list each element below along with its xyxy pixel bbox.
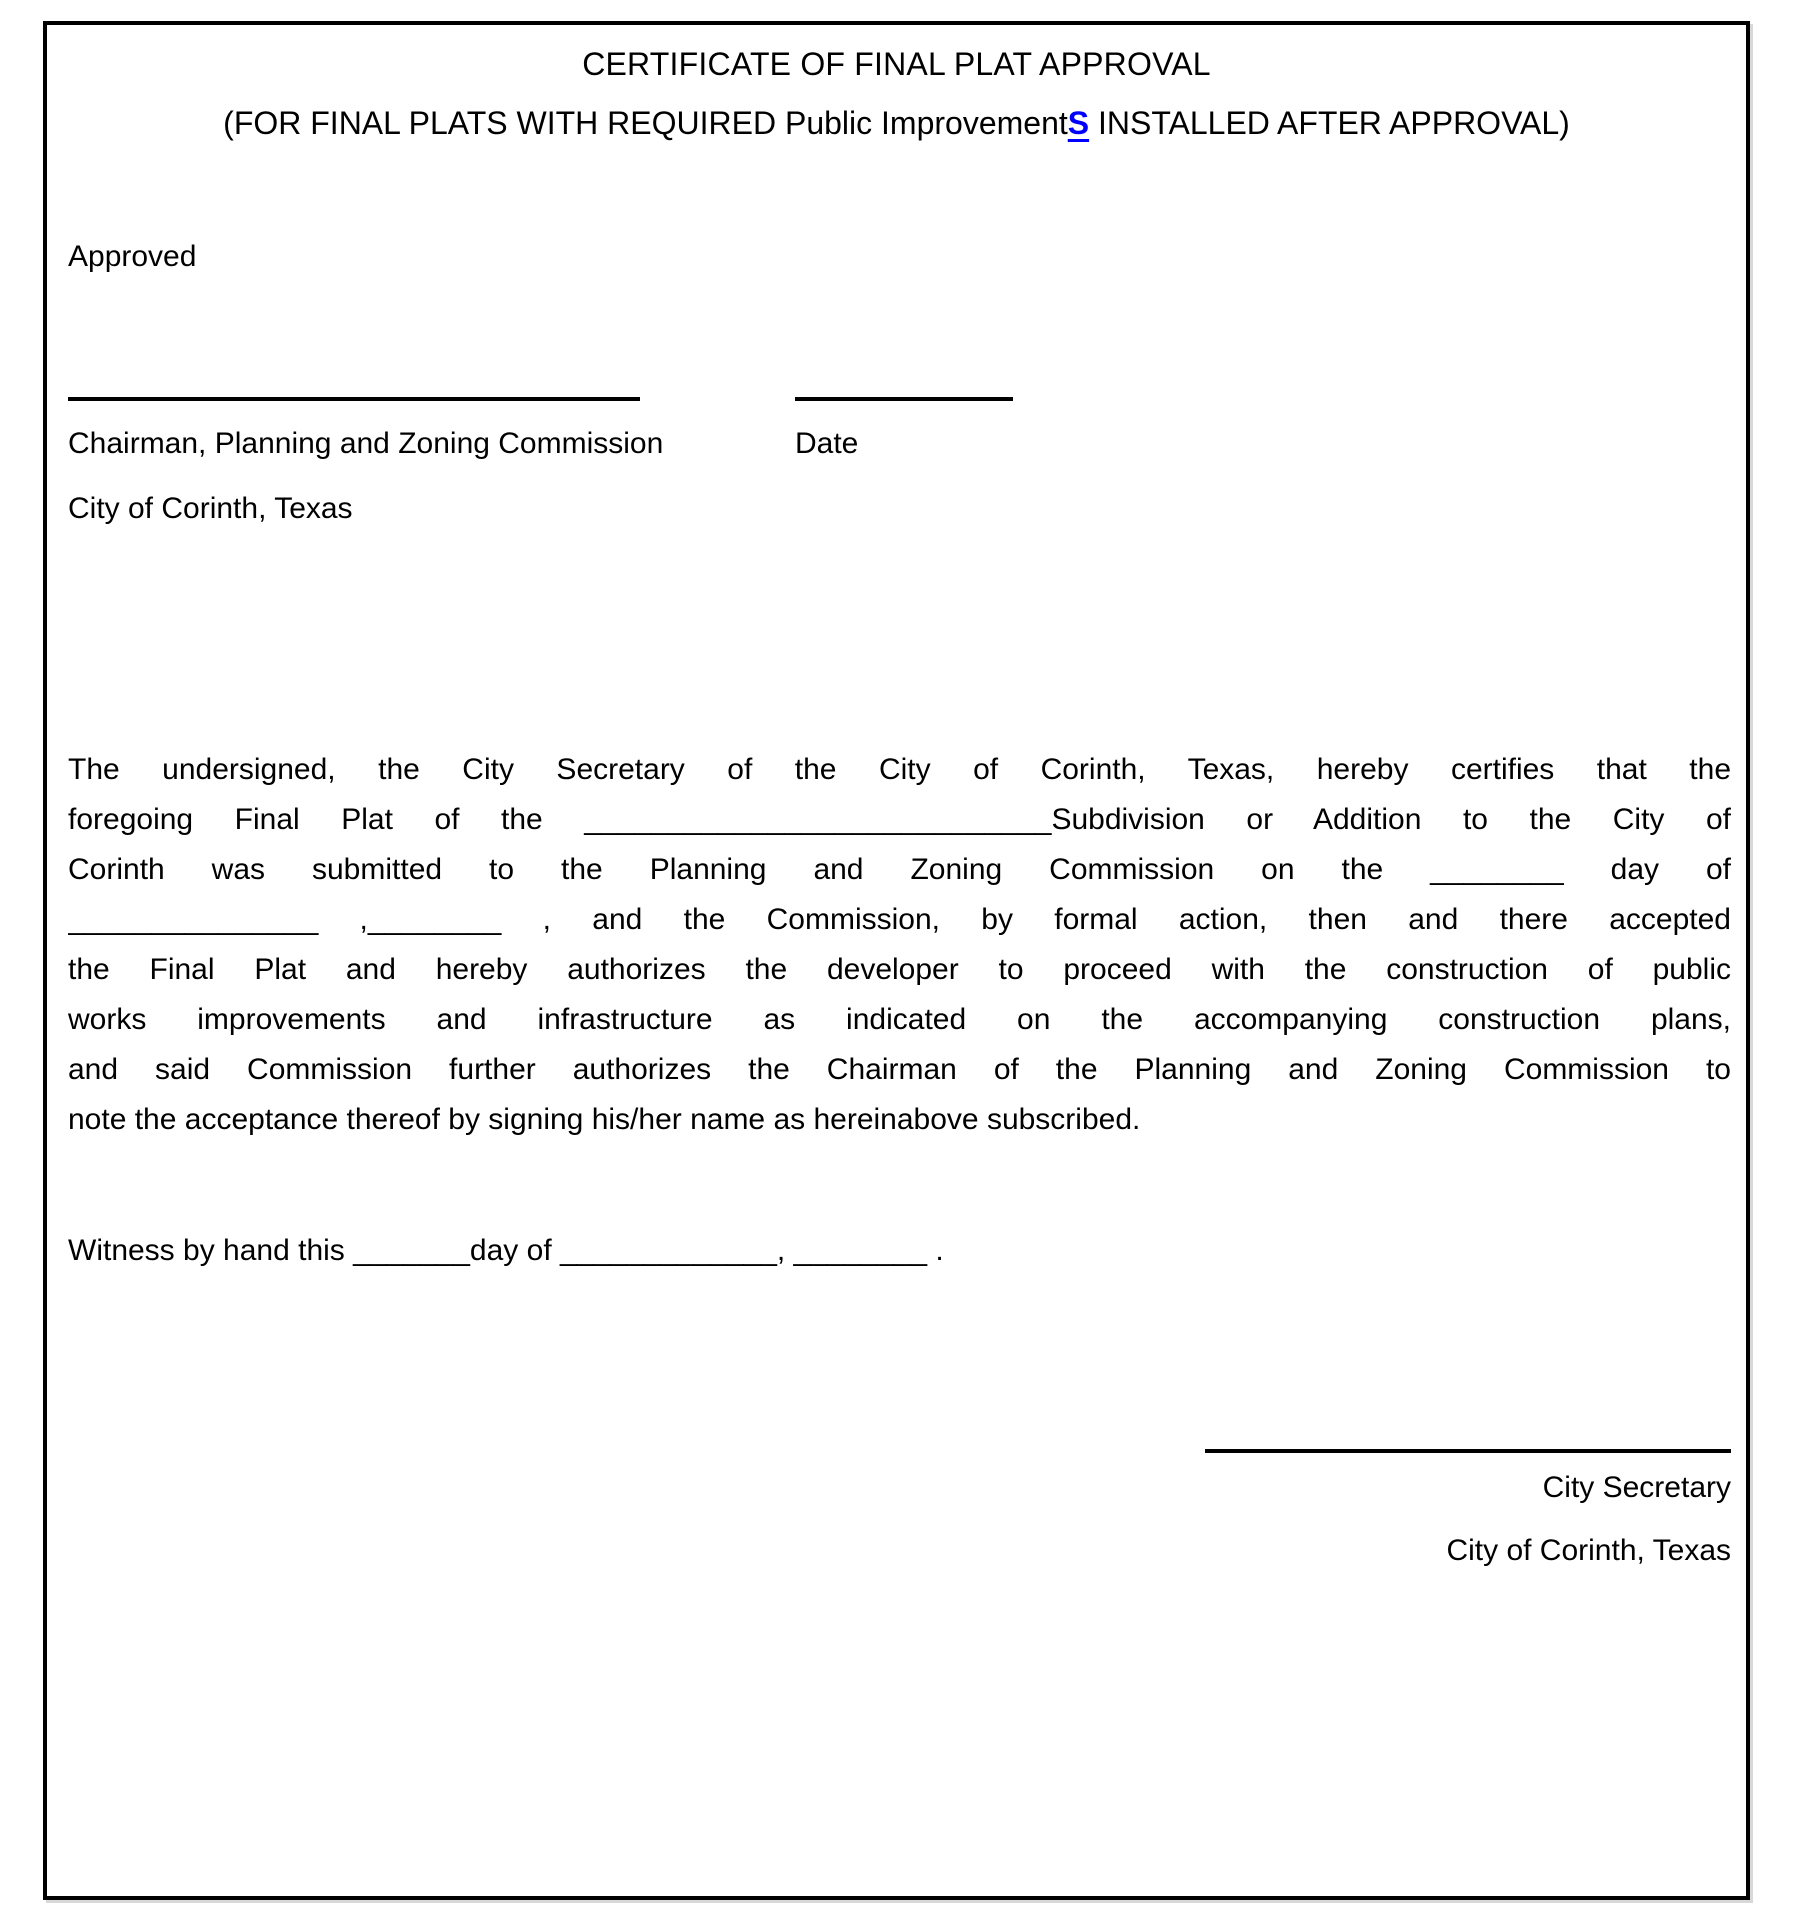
approved-label: Approved (68, 240, 197, 273)
chairman-signature-line (68, 397, 640, 401)
paragraph-line: works improvements and infrastructure as indicated on the accompanying construction plans, (68, 1003, 1731, 1036)
date-caption: Date (795, 427, 859, 460)
document-title: CERTIFICATE OF FINAL PLAT APPROVAL (582, 46, 1211, 82)
chairman-signature-caption: Chairman, Planning and Zoning Commission (68, 427, 664, 460)
paragraph-line-with-day-blank: Corinth was submitted to the Planning and Zoning Commission on the ________ day of (68, 853, 1731, 886)
paragraph-line: The undersigned, the City Secretary of the City of Corinth, Texas, hereby certifies that the (68, 753, 1731, 786)
paragraph-line: note the acceptance thereof by signing his/her name as hereinabove subscribed. (68, 1103, 1141, 1136)
date-signature-line (795, 397, 1013, 401)
secretary-signature-caption: City Secretary (1542, 1471, 1731, 1504)
paragraph-line-with-subdivision-blank: foregoing Final Plat of the ____________________________Subdivision or Addition to the City of (68, 803, 1731, 836)
subtitle-tracked-insertion: S (1067, 105, 1090, 141)
subtitle-prefix: (FOR FINAL PLATS WITH REQUIRED Public Improvement (223, 105, 1068, 141)
witness-fill-in-line: Witness by hand this _______day of _____________, ________ . (68, 1234, 944, 1267)
paragraph-line-with-month-year-blanks: _______________ ,________ , and the Commission, by formal action, then and there accepted (68, 903, 1731, 936)
document-subtitle (43, 101, 1750, 145)
secretary-signature-line (1205, 1449, 1731, 1453)
paragraph-line: the Final Plat and hereby authorizes the developer to proceed with the construction of public (68, 953, 1731, 986)
chairman-city-line: City of Corinth, Texas (68, 492, 353, 525)
certification-paragraph (68, 745, 1731, 1145)
paragraph-line: and said Commission further authorizes the Chairman of the Planning and Zoning Commission to (68, 1053, 1731, 1086)
subtitle-suffix: INSTALLED AFTER APPROVAL) (1089, 105, 1570, 141)
secretary-city-line: City of Corinth, Texas (1446, 1534, 1731, 1567)
